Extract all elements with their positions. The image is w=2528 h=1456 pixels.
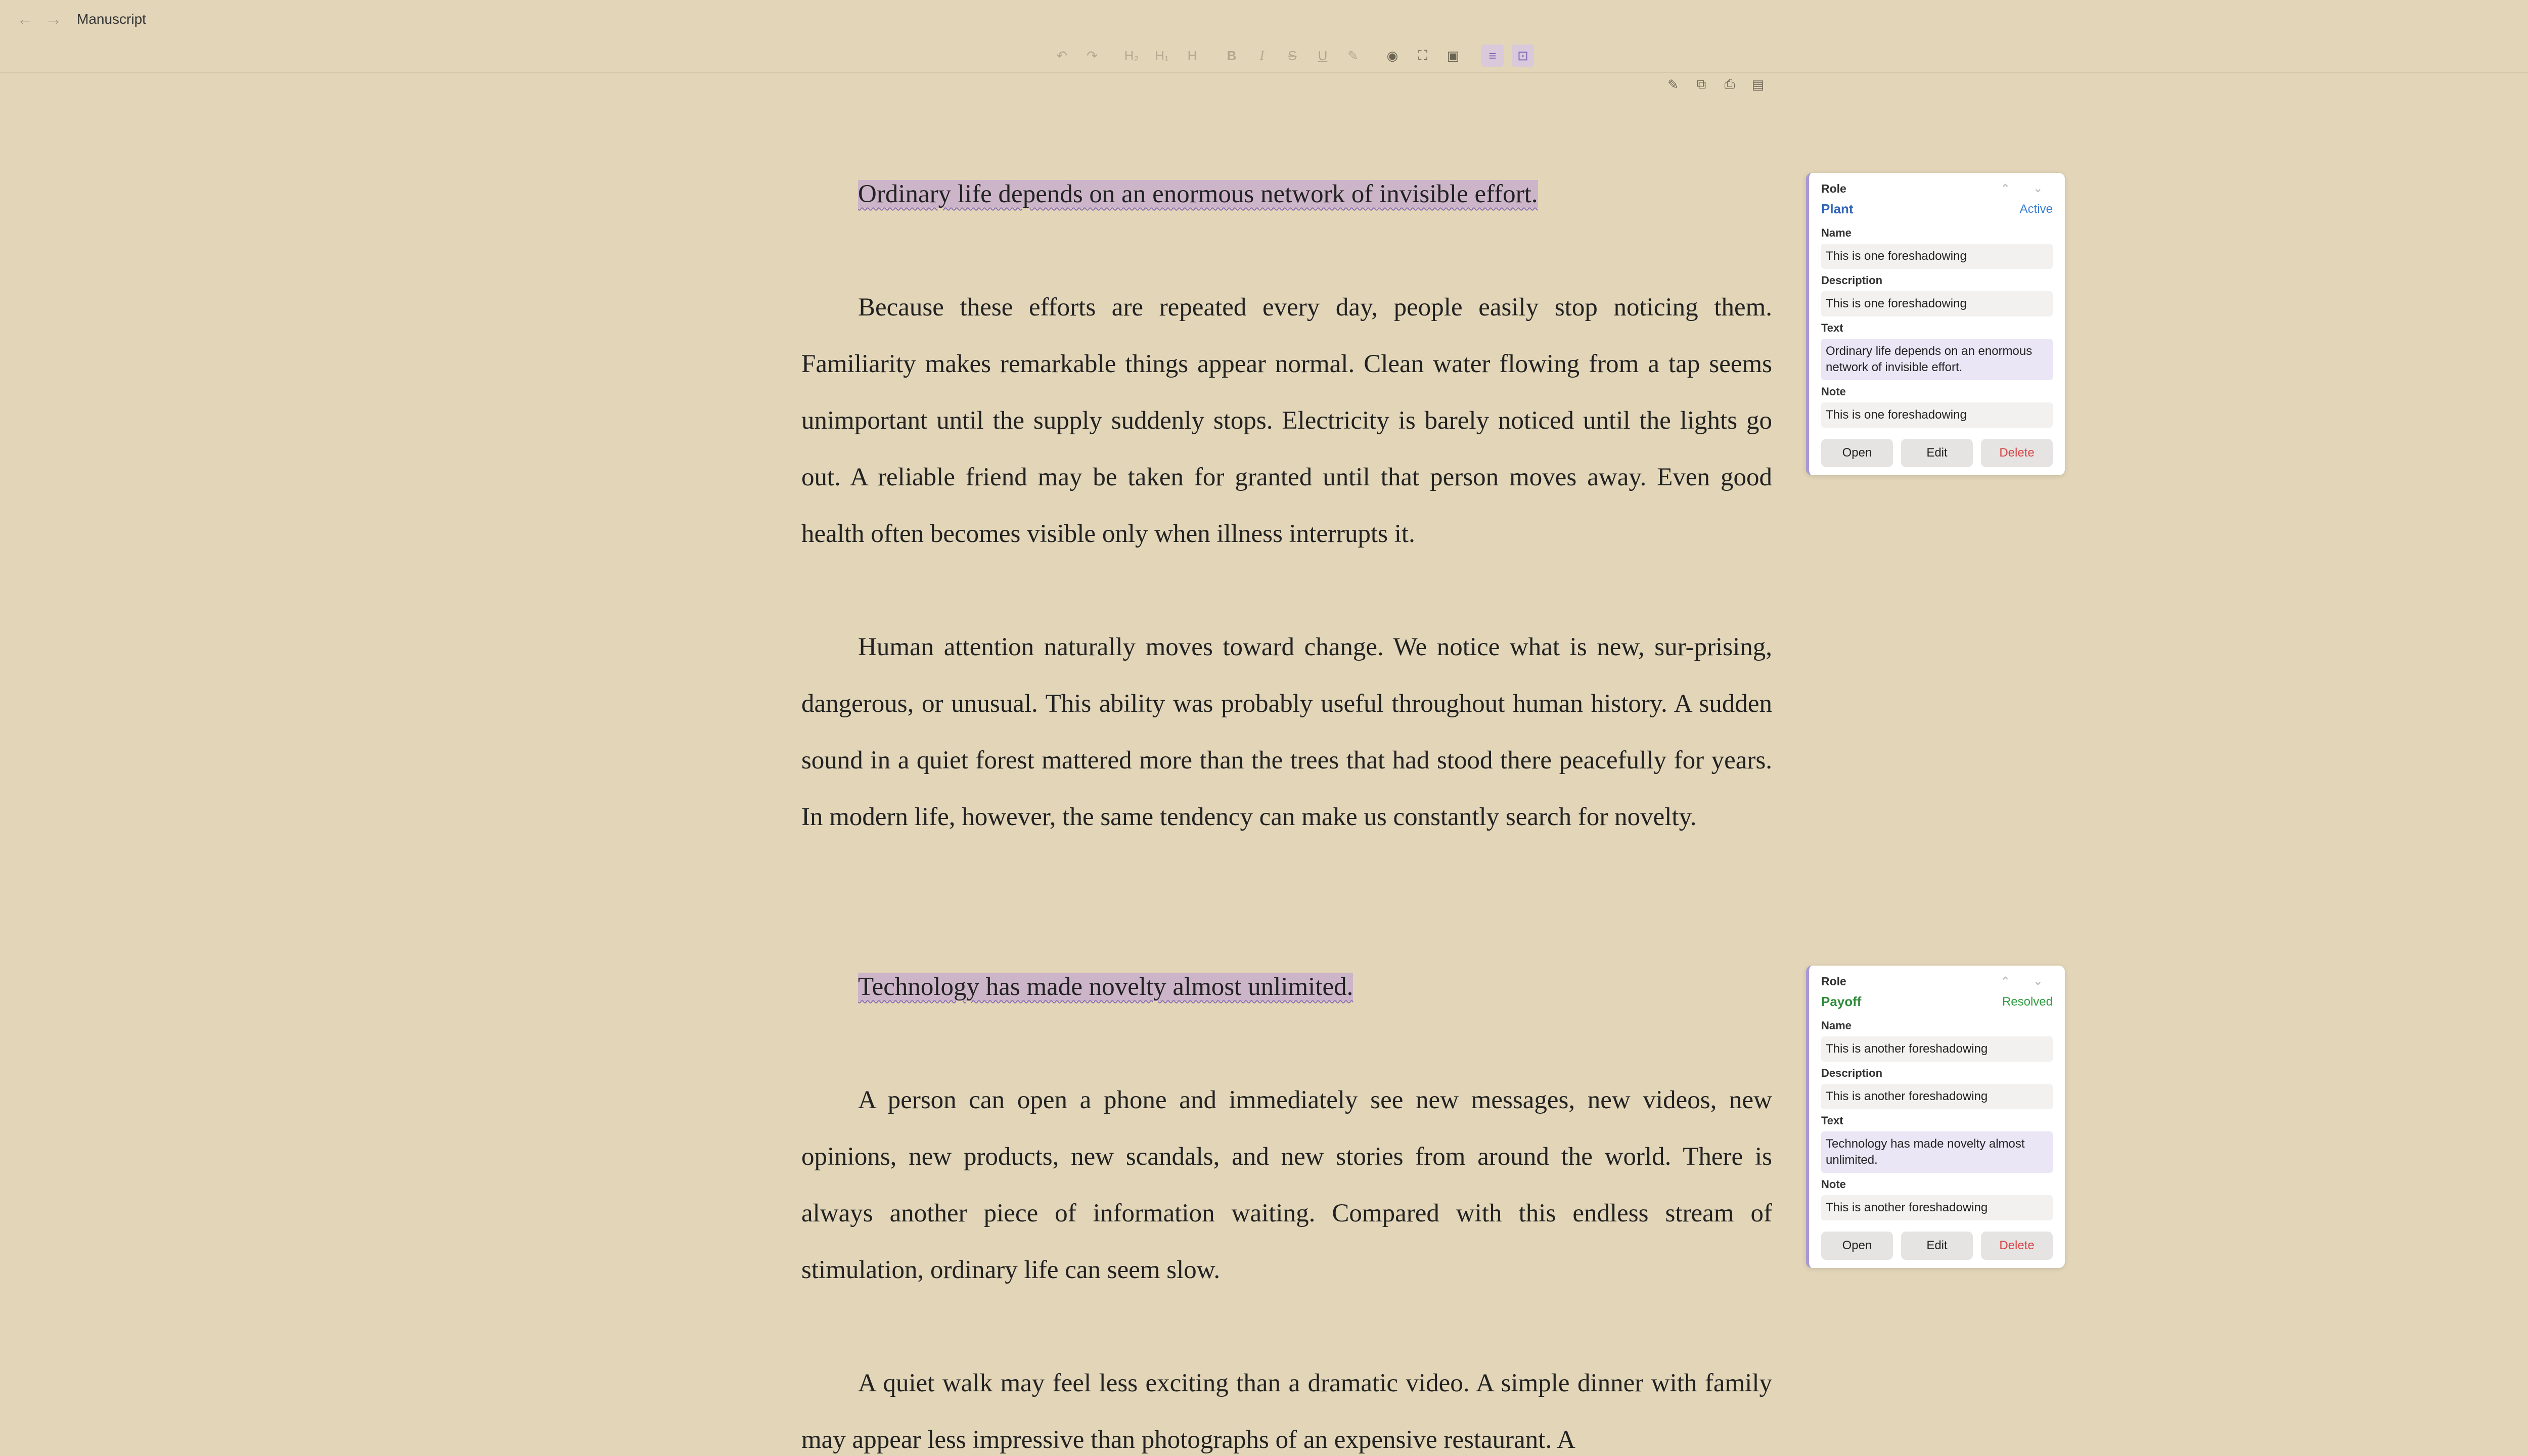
description-field[interactable]: This is another foreshadowing xyxy=(1821,1084,2053,1109)
heading2-icon[interactable]: H₂ xyxy=(1124,48,1139,63)
bold-icon[interactable]: B xyxy=(1227,48,1237,63)
title-bar xyxy=(0,0,2528,37)
description-label: Description xyxy=(1821,1067,1883,1079)
open-button[interactable]: Open xyxy=(1821,439,1893,467)
focus-mode-icon[interactable]: ⊡ xyxy=(1512,44,1534,67)
edit-button[interactable]: Edit xyxy=(1901,1232,1973,1260)
format-toolbar xyxy=(1047,44,1538,67)
description-field[interactable]: This is one foreshadowing xyxy=(1821,291,2053,316)
name-label: Name xyxy=(1821,1019,1852,1032)
description-label: Description xyxy=(1821,274,1883,287)
name-field[interactable]: This is one foreshadowing xyxy=(1821,244,2053,269)
paragraph-5: A person can open a phone and immediately see new messages, new videos, new opinions, new products, new scandals, and new stories from around the world. There is always another piece of information waiting. Compared with this endless stream of stimulation, ordinary life can seem slow. xyxy=(801,1086,1772,1284)
clear-format-icon[interactable]: ✎ xyxy=(1347,48,1359,63)
pen-icon[interactable]: ✎ xyxy=(1667,76,1679,92)
strikethrough-icon[interactable]: S xyxy=(1288,48,1297,63)
paragraph-2: Because these efforts are repeated every day, people easily stop noticing them. Familiarity makes remarkable things appear normal. Clean water flowing from a tap seems unimportant until the supply suddenly stops. Electricity is barely noticed until the lights go out. A reliable friend may be taken for granted until that person moves away. Even good health often becomes visible only when illness interrupts it. xyxy=(801,293,1772,548)
page-icon[interactable]: ▤ xyxy=(1751,76,1765,92)
forward-arrow-icon[interactable]: → xyxy=(45,10,62,29)
copy-icon[interactable]: ⧉ xyxy=(1696,76,1706,92)
heading-icon[interactable]: H xyxy=(1187,48,1197,63)
note-label: Note xyxy=(1821,1178,1846,1191)
chevron-up-down-icon[interactable]: ⌃ ⌄ xyxy=(2001,182,2053,195)
text-label: Text xyxy=(1821,322,1843,334)
delete-button[interactable]: Delete xyxy=(1981,439,2053,467)
status-badge: Active xyxy=(2019,202,2053,216)
foreshadow-card-plant xyxy=(1806,173,2065,475)
palette-icon[interactable]: ◉ xyxy=(1386,48,1398,63)
undo-icon[interactable]: ↶ xyxy=(1056,48,1067,63)
card-header xyxy=(1821,975,2053,990)
paragraph-1 xyxy=(801,166,1772,222)
note-field[interactable]: This is another foreshadowing xyxy=(1821,1195,2053,1220)
note-field[interactable]: This is one foreshadowing xyxy=(1821,402,2053,428)
scan-icon[interactable]: ⛶ xyxy=(1418,48,1428,63)
text-field[interactable]: Ordinary life depends on an enormous network of invisible effort. xyxy=(1821,339,2053,380)
role-value: Plant xyxy=(1821,201,1854,216)
open-button[interactable]: Open xyxy=(1821,1232,1893,1260)
foreshadow-card-payoff xyxy=(1806,966,2065,1268)
back-arrow-icon[interactable]: ← xyxy=(17,10,34,29)
paragraph-4 xyxy=(801,959,1772,1015)
redo-icon[interactable]: ↷ xyxy=(1087,48,1098,63)
paragraph-6: A quiet walk may feel less exciting than a dramatic video. A simple dinner with family may appear less impressive than photographs of an expensive restaurant. A xyxy=(801,1369,1772,1454)
paragraph-3: Human attention naturally moves toward change. We notice what is new, sur-prising, dangerous, or unusual. This ability was probably useful throughout human history. A sudden sound in a quiet forest mattered more than the trees that had stood there peacefully for years. In modern life, however, the same tendency can make us constantly search for novelty. xyxy=(801,633,1772,831)
role-value: Payoff xyxy=(1821,994,1862,1009)
text-label: Text xyxy=(1821,1114,1843,1127)
edit-button[interactable]: Edit xyxy=(1901,439,1973,467)
note-label: Note xyxy=(1821,385,1846,398)
italic-icon[interactable]: I xyxy=(1259,48,1265,63)
window-title: Manuscript xyxy=(77,11,146,27)
role-label: Role xyxy=(1821,182,1846,195)
highlight-plant[interactable]: Ordinary life depends on an enormous network of invisible effort. xyxy=(858,180,1538,208)
note-icon[interactable]: ▣ xyxy=(1447,48,1460,63)
role-label: Role xyxy=(1821,975,1846,988)
delete-button[interactable]: Delete xyxy=(1981,1232,2053,1260)
highlight-payoff[interactable]: Technology has made novelty almost unlimited. xyxy=(858,973,1353,1001)
document-actions xyxy=(1663,75,1768,94)
align-center-icon[interactable]: ≡ xyxy=(1481,44,1504,67)
toolbar-divider xyxy=(0,72,2528,73)
name-field[interactable]: This is another foreshadowing xyxy=(1821,1036,2053,1062)
card-header xyxy=(1821,182,2053,197)
text-field[interactable]: Technology has made novelty almost unlimited. xyxy=(1821,1131,2053,1173)
status-badge: Resolved xyxy=(2002,995,2053,1009)
export-icon[interactable]: ⎙ xyxy=(1724,76,1735,92)
underline-icon[interactable]: U xyxy=(1318,48,1328,63)
chevron-up-down-icon[interactable]: ⌃ ⌄ xyxy=(2001,975,2053,987)
heading1-icon[interactable]: H₁ xyxy=(1155,48,1169,63)
name-label: Name xyxy=(1821,226,1852,239)
